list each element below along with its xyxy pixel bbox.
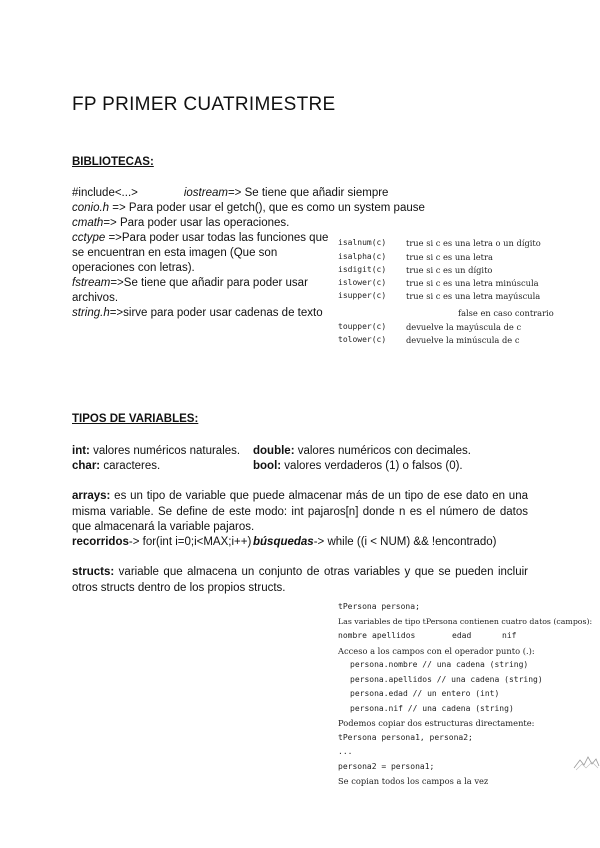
cctype-desc: true si c es un dígito (406, 265, 493, 275)
busquedas-line (253, 535, 497, 550)
cctype-fn: isalpha(c) (338, 252, 387, 261)
cctype-fn: tolower(c) (338, 335, 387, 344)
int-label: int: (72, 445, 90, 457)
watermark-sketch (572, 752, 600, 772)
int-line (72, 444, 240, 459)
fstream-desc-2: archivos. (72, 292, 119, 304)
fstream-name: fstream (72, 277, 111, 289)
struct-field: edad (452, 631, 472, 640)
struct-code-line: persona.nif // una cadena (string) (350, 703, 514, 713)
include-directive: #include<...> (72, 187, 138, 199)
struct-text-line: Acceso a los campos con el operador punto (.): (338, 645, 535, 656)
cctype-name: cctype (72, 232, 106, 244)
struct-field: nombre (338, 631, 367, 640)
cctype-fn: toupper(c) (338, 322, 387, 331)
string-name: string.h (72, 307, 110, 319)
double-desc: valores numéricos con decimales. (294, 445, 471, 457)
recorridos-line (72, 535, 251, 550)
struct-code-line: persona2 = persona1; (338, 761, 435, 771)
bool-label: bool: (253, 460, 282, 472)
double-line (253, 444, 471, 459)
cctype-desc: false en caso contrario (458, 308, 554, 318)
cctype-fn: isalnum(c) (338, 238, 387, 247)
cmath-desc: => Para poder usar las operaciones. (103, 217, 290, 229)
cctype-desc-1: =>Para poder usar todas las funciones que (105, 232, 329, 244)
recorridos-desc: -> for(int i=0;i<MAX;i++) (128, 536, 252, 548)
cctype-desc: true si c es una letra (406, 252, 493, 262)
section-heading-tipos: TIPOS DE VARIABLES: (72, 413, 199, 425)
struct-code-line: tPersona persona; (338, 602, 420, 611)
arrays-paragraph (72, 489, 528, 536)
structs-desc: variable que almacena un conjunto de otras variables y que se pueden incluir otros structs dentro de los propios structs. (72, 566, 528, 594)
struct-code-line: persona.edad // un entero (int) (350, 689, 500, 698)
struct-example-image (338, 600, 600, 789)
struct-field: apellidos (372, 631, 416, 640)
bool-desc: valores verdaderos (1) o falsos (0). (281, 460, 463, 472)
structs-paragraph (72, 565, 528, 596)
cctype-desc: true si c es una letra minúscula (406, 278, 539, 288)
busquedas-label: búsquedas (253, 536, 314, 548)
fstream-desc-1: =>Se tiene que añadir para poder usar (110, 277, 308, 289)
section-heading-bibliotecas: BIBLIOTECAS: (72, 156, 154, 168)
struct-code-line: tPersona persona1, persona2; (338, 732, 473, 742)
cmath-name: cmath (72, 217, 104, 229)
string-desc: =>sirve para poder usar cadenas de texto (109, 307, 323, 319)
cmath-line (72, 216, 432, 231)
cctype-desc: devuelve la minúscula de c (406, 335, 520, 345)
struct-code-line: ... (338, 747, 353, 756)
page-title: FP PRIMER CUATRIMESTRE (72, 94, 336, 115)
cctype-fn: isdigit(c) (338, 265, 387, 274)
structs-label: structs: (72, 566, 115, 578)
cctype-desc-2: se encuentran en esta imagen (Que son (72, 247, 278, 259)
struct-text-line: Se copian todos los campos a la vez (338, 776, 489, 786)
struct-code-line: persona.nombre // una cadena (string) (350, 660, 529, 669)
busquedas-desc: -> while ((i < NUM) && !encontrado) (313, 536, 497, 548)
recorridos-label: recorridos (72, 536, 129, 548)
struct-code-line: persona.apellidos // una cadena (string) (350, 674, 543, 684)
conio-name: conio.h (72, 202, 110, 214)
cctype-fn: isupper(c) (338, 291, 387, 300)
cctype-desc: true si c es una letra o un dígito (406, 238, 541, 248)
struct-field: nif (502, 631, 517, 640)
cctype-desc: devuelve la mayúscula de c (406, 322, 522, 332)
double-label: double: (253, 445, 295, 457)
arrays-desc: es un tipo de variable que puede almacenar más de un tipo de ese dato en una misma variable. Se define de este modo: int pajaros[n] donde n es el número de datos que almacenará la variable pajaros. (72, 490, 528, 533)
cctype-fn: islower(c) (338, 278, 387, 287)
struct-fields-line (338, 629, 600, 644)
struct-text-line: Podemos copiar dos estructuras directamente: (338, 718, 535, 728)
include-iostream: iostream (183, 187, 228, 199)
include-line (72, 186, 432, 201)
char-label: char: (72, 460, 101, 472)
int-desc: valores numéricos naturales. (89, 445, 241, 457)
include-desc: => Se tiene que añadir siempre (227, 187, 389, 199)
char-line (72, 459, 160, 474)
string-line (72, 306, 432, 321)
bool-line (253, 459, 463, 474)
conio-desc: => Para poder usar el getch(), que es como un system pause (109, 202, 425, 214)
arrays-label: arrays: (72, 490, 111, 502)
cctype-desc: true si c es una letra mayúscula (406, 291, 541, 301)
struct-text-line: Las variables de tipo tPersona contienen cuatro datos (campos): (338, 616, 593, 626)
cctype-desc-3: operaciones con letras). (72, 262, 195, 274)
conio-line (72, 201, 432, 216)
char-desc: caracteres. (100, 460, 161, 472)
